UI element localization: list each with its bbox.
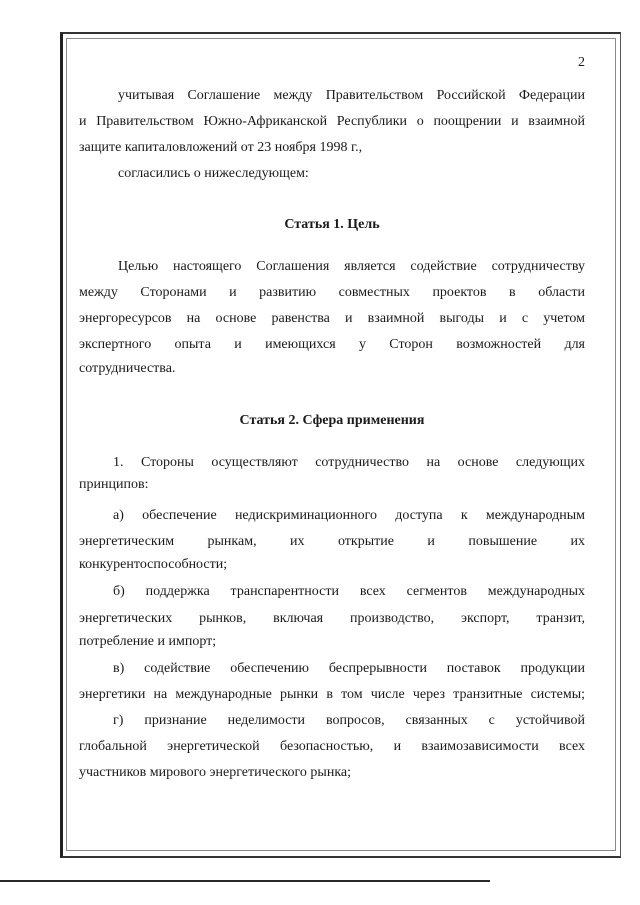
article-2-line: энергетики на международные рынки в том числе через транзитные системы; — [79, 687, 585, 702]
bottom-rule — [0, 880, 490, 882]
article-2-line: энергетическим рынкам, их открытие и повышение их — [79, 534, 585, 549]
preamble-line: согласились о нижеследующем: — [118, 166, 309, 181]
article-1-line: сотрудничества. — [79, 361, 176, 376]
page-number: 2 — [578, 55, 585, 70]
preamble-line: учитывая Соглашение между Правительством Российской Федерации — [118, 88, 585, 103]
article-2-line: б) поддержка транспарентности всех сегментов международных — [113, 584, 585, 599]
preamble-line: и Правительством Южно-Африканской Республики о поощрении и взаимной — [79, 114, 585, 129]
article-2-line: а) обеспечение недискриминационного доступа к международным — [113, 508, 585, 523]
article-1-line: экспертного опыта и имеющихся у Сторон возможностей для — [79, 337, 585, 352]
preamble-line: защите капиталовложений от 23 ноября 1998 г., — [79, 140, 363, 155]
article-2-line: г) признание неделимости вопросов, связанных с устойчивой — [113, 713, 585, 728]
article-2-line: в) содействие обеспечению беспрерывности поставок продукции — [113, 661, 585, 676]
article-2-line: энергетических рынков, включая производство, экспорт, транзит, — [79, 611, 585, 626]
article-2-line: конкурентоспособности; — [79, 557, 228, 572]
article-2-line: участников мирового энергетического рынка; — [79, 765, 352, 780]
article-2-line: принципов: — [79, 477, 149, 492]
article-2-line: глобальной энергетической безопасностью, и взаимозависимости всех — [79, 739, 585, 754]
article-2-line: потребление и импорт; — [79, 634, 217, 649]
article-1-line: энергоресурсов на основе равенства и взаимной выгоды и с учетом — [79, 311, 585, 326]
article-1-line: между Сторонами и развитию совместных проектов в области — [79, 285, 585, 300]
article-1-line: Целью настоящего Соглашения является содействие сотрудничеству — [118, 259, 585, 274]
article-2-heading: Статья 2. Сфера применения — [239, 413, 425, 428]
article-2-line: 1. Стороны осуществляют сотрудничество на основе следующих — [113, 455, 585, 470]
article-1-heading: Статья 1. Цель — [284, 217, 380, 232]
